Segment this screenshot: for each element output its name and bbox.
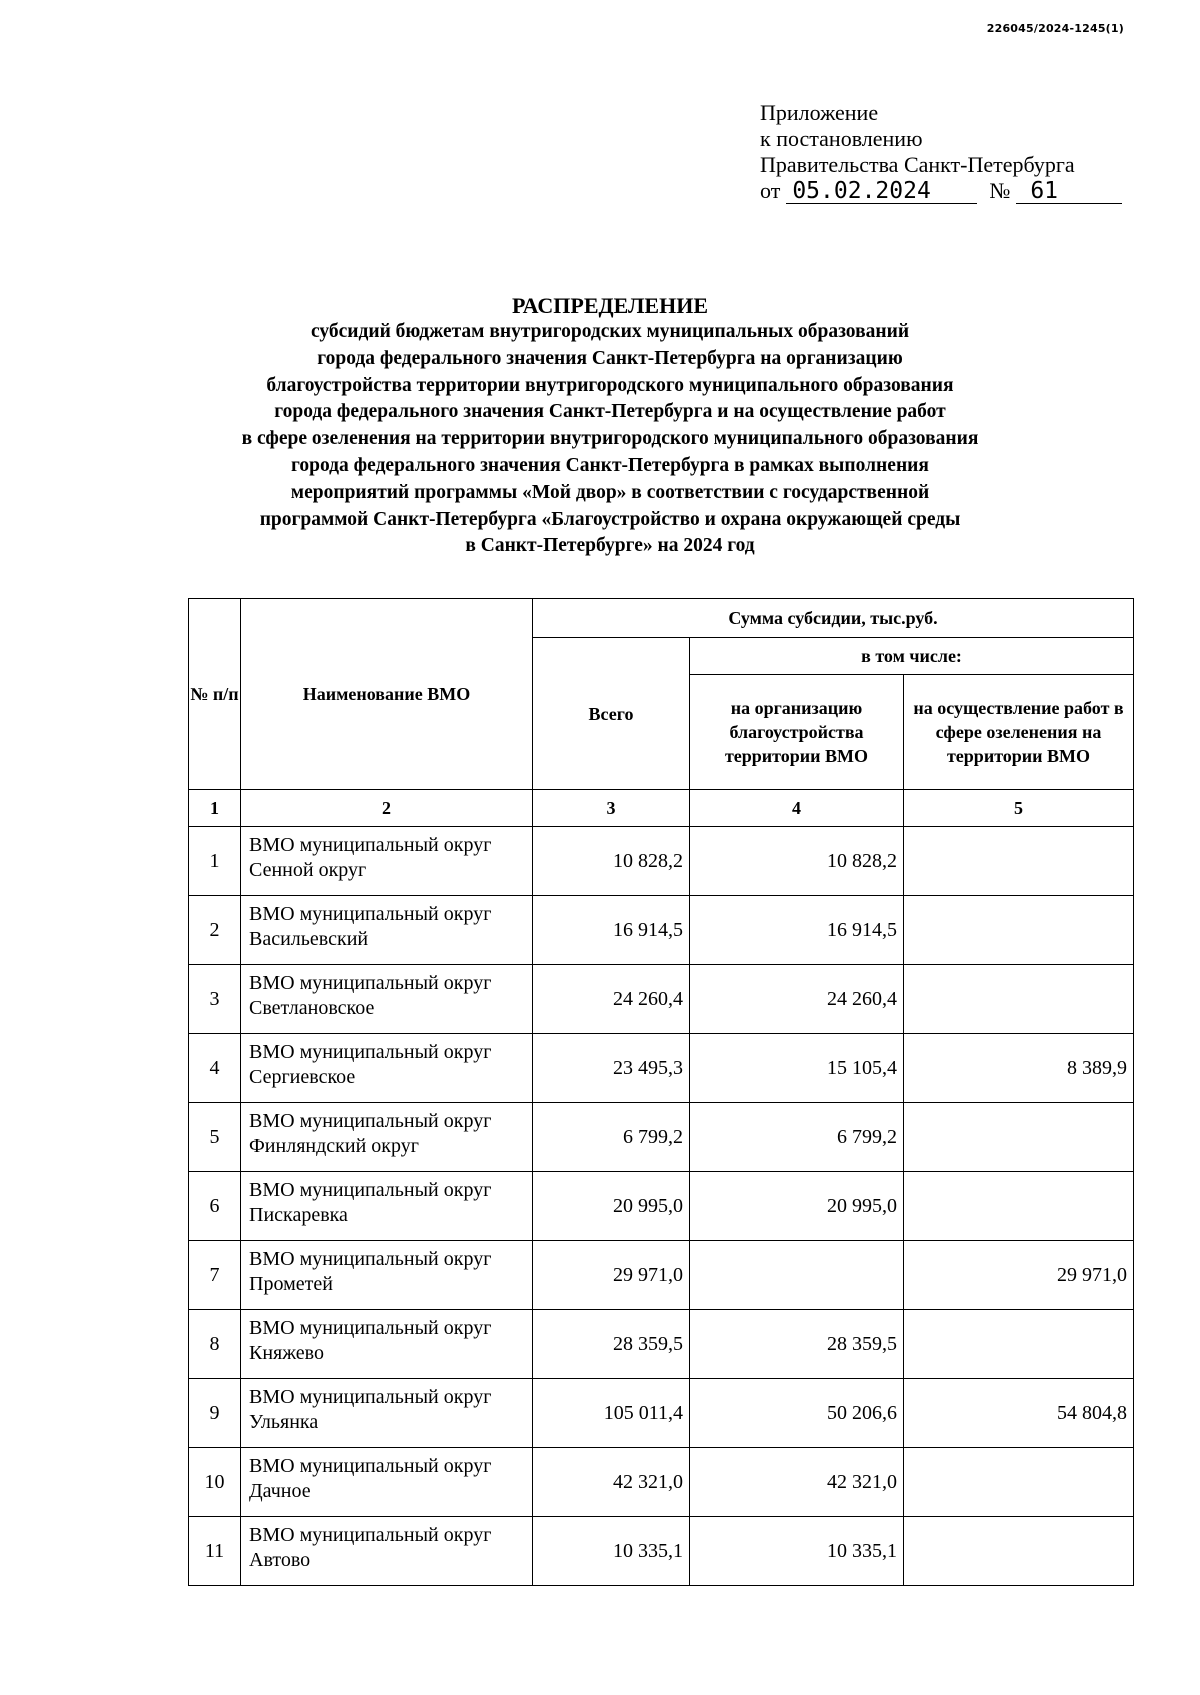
- row-total: 24 260,4: [533, 965, 690, 1034]
- row-greening: [904, 1517, 1134, 1586]
- row-total: 10 828,2: [533, 827, 690, 896]
- row-number: 9: [189, 1379, 241, 1448]
- row-improvement: 42 321,0: [690, 1448, 904, 1517]
- row-greening: [904, 965, 1134, 1034]
- row-improvement: 6 799,2: [690, 1103, 904, 1172]
- row-greening: [904, 1103, 1134, 1172]
- title-line: города федерального значения Санкт-Петербурга в рамках выполнения: [291, 454, 929, 476]
- document-id: 226045/2024-1245(1): [986, 22, 1124, 35]
- row-greening: 8 389,9: [904, 1034, 1134, 1103]
- column-number: 5: [904, 790, 1134, 827]
- table-row: [189, 896, 1134, 965]
- appendix-block: [760, 100, 1130, 204]
- row-name: ВМО муниципальный округ Светлановское: [241, 965, 533, 1034]
- appendix-line-3: Правительства Санкт-Петербурга: [760, 152, 1075, 177]
- row-improvement: 24 260,4: [690, 965, 904, 1034]
- table-row: [189, 1241, 1134, 1310]
- subsidy-table: [188, 598, 1134, 1586]
- row-total: 23 495,3: [533, 1034, 690, 1103]
- header-including: в том числе:: [690, 638, 1134, 675]
- table-row: [189, 1034, 1134, 1103]
- table-row: [189, 1517, 1134, 1586]
- row-improvement: 10 335,1: [690, 1517, 904, 1586]
- header-total: Всего: [533, 638, 690, 790]
- column-number: 1: [189, 790, 241, 827]
- table-row: [189, 1103, 1134, 1172]
- row-number: 4: [189, 1034, 241, 1103]
- row-greening: [904, 896, 1134, 965]
- title-subtitle: [150, 319, 1070, 560]
- row-number: 2: [189, 896, 241, 965]
- date-prefix: от: [760, 178, 781, 203]
- appendix-date-line: [760, 178, 1130, 204]
- row-name: ВМО муниципальный округ Пискаревка: [241, 1172, 533, 1241]
- header-num: № п/п: [189, 599, 241, 790]
- row-greening: [904, 1448, 1134, 1517]
- row-improvement: 28 359,5: [690, 1310, 904, 1379]
- row-name: ВМО муниципальный округ Финляндский округ: [241, 1103, 533, 1172]
- row-total: 6 799,2: [533, 1103, 690, 1172]
- row-name: ВМО муниципальный округ Сенной округ: [241, 827, 533, 896]
- row-greening: [904, 1310, 1134, 1379]
- table-row: [189, 1310, 1134, 1379]
- row-improvement: [690, 1241, 904, 1310]
- decree-number: 61: [1016, 179, 1122, 204]
- table-row: [189, 827, 1134, 896]
- title-line: программой Санкт-Петербурга «Благоустройство и охрана окружающей среды: [259, 508, 961, 530]
- row-greening: 54 804,8: [904, 1379, 1134, 1448]
- row-improvement: 15 105,4: [690, 1034, 904, 1103]
- row-number: 1: [189, 827, 241, 896]
- title-line: мероприятий программы «Мой двор» в соответствии с государственной: [290, 481, 930, 503]
- document-title: [150, 293, 1070, 560]
- header-name: Наименование ВМО: [241, 599, 533, 790]
- row-total: 105 011,4: [533, 1379, 690, 1448]
- row-number: 8: [189, 1310, 241, 1379]
- row-improvement: 10 828,2: [690, 827, 904, 896]
- title-line: города федерального значения Санкт-Петербурга на организацию: [317, 347, 903, 369]
- row-number: 3: [189, 965, 241, 1034]
- row-name: ВМО муниципальный округ Прометей: [241, 1241, 533, 1310]
- row-number: 7: [189, 1241, 241, 1310]
- row-name: ВМО муниципальный округ Автово: [241, 1517, 533, 1586]
- header-improvement: на организацию благоустройства территории ВМО: [690, 675, 904, 790]
- row-name: ВМО муниципальный округ Сергиевское: [241, 1034, 533, 1103]
- appendix-line-1: Приложение: [760, 100, 879, 125]
- table-row: [189, 965, 1134, 1034]
- row-total: 20 995,0: [533, 1172, 690, 1241]
- row-improvement: 20 995,0: [690, 1172, 904, 1241]
- row-greening: [904, 827, 1134, 896]
- header-greening: на осуществление работ в сфере озеленения на территории ВМО: [904, 675, 1134, 790]
- row-name: ВМО муниципальный округ Княжево: [241, 1310, 533, 1379]
- row-number: 5: [189, 1103, 241, 1172]
- row-total: 10 335,1: [533, 1517, 690, 1586]
- row-number: 6: [189, 1172, 241, 1241]
- row-total: 28 359,5: [533, 1310, 690, 1379]
- row-number: 11: [189, 1517, 241, 1586]
- table-row: [189, 1448, 1134, 1517]
- table-row: [189, 1379, 1134, 1448]
- title-line: благоустройства территории внутригородского муниципального образования: [266, 374, 954, 396]
- title-line: в сфере озеленения на территории внутригородского муниципального образования: [241, 428, 979, 450]
- decree-date: 05.02.2024: [786, 179, 977, 204]
- title-line: в Санкт-Петербурге» на 2024 год: [465, 535, 755, 557]
- title-line: города федерального значения Санкт-Петербурга и на осуществление работ: [274, 401, 946, 423]
- column-number: 4: [690, 790, 904, 827]
- appendix-line-2: к постановлению: [760, 126, 923, 151]
- row-number: 10: [189, 1448, 241, 1517]
- column-number: 3: [533, 790, 690, 827]
- row-improvement: 16 914,5: [690, 896, 904, 965]
- row-greening: [904, 1172, 1134, 1241]
- row-name: ВМО муниципальный округ Васильевский: [241, 896, 533, 965]
- row-name: ВМО муниципальный округ Ульянка: [241, 1379, 533, 1448]
- table-row: [189, 1172, 1134, 1241]
- row-total: 16 914,5: [533, 896, 690, 965]
- row-improvement: 50 206,6: [690, 1379, 904, 1448]
- row-greening: 29 971,0: [904, 1241, 1134, 1310]
- title-line: субсидий бюджетам внутригородских муниципальных образований: [310, 321, 910, 342]
- header-sum: Сумма субсидии, тыс.руб.: [533, 599, 1134, 638]
- column-number: 2: [241, 790, 533, 827]
- row-name: ВМО муниципальный округ Дачное: [241, 1448, 533, 1517]
- row-total: 42 321,0: [533, 1448, 690, 1517]
- title-heading: РАСПРЕДЕЛЕНИЕ: [511, 293, 708, 318]
- row-total: 29 971,0: [533, 1241, 690, 1310]
- number-label: №: [989, 178, 1011, 203]
